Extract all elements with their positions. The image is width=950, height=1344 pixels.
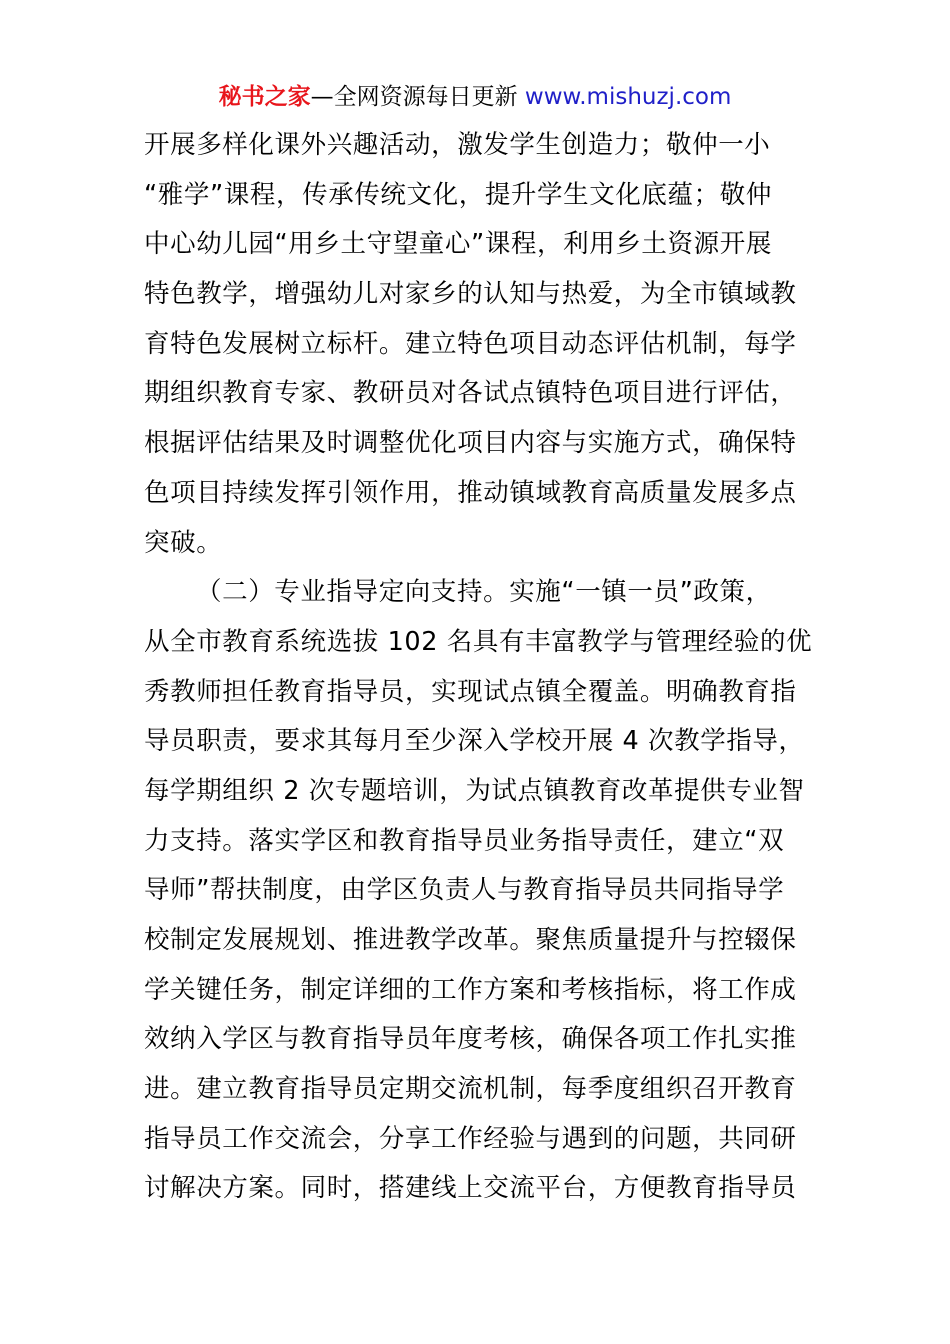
text-line: 根据评估结果及时调整优化项目内容与实施方式，确保特 [144, 428, 797, 459]
section-heading-line: （二）专业指导定向支持。实施“一镇一员”政策， [196, 577, 772, 608]
text-line: 导员职责，要求其每月至少深入学校开展 4 次教学指导， [144, 726, 805, 757]
text-line: 开展多样化课外兴趣活动，激发学生创造力；敬仲一小 [144, 130, 771, 160]
text-line: 进。建立教育指导员定期交流机制，每季度组织召开教育 [144, 1074, 797, 1105]
text-line: 育特色发展树立标杆。建立特色项目动态评估机制，每学 [144, 328, 797, 359]
text-line: 特色教学，增强幼儿对家乡的认知与热爱，为全市镇域教 [144, 279, 797, 310]
text-line: “雅学”课程，传承传统文化，提升学生文化底蕴；敬仲 [144, 179, 772, 210]
text-line: 色项目持续发挥引领作用，推动镇域教育高质量发展多点 [144, 477, 797, 508]
site-url-link[interactable]: www.mishuzj.com [524, 84, 732, 110]
text-line: 校制定发展规划、推进教学改革。聚焦质量提升与控辍保 [144, 925, 797, 955]
text-line: 导师”帮扶制度，由学区负责人与教育指导员共同指导学 [144, 875, 785, 906]
text-line: 秀教师担任教育指导员，实现试点镇全覆盖。明确教育指 [144, 676, 797, 707]
text-line: 每学期组织 2 次专题培训，为试点镇教育改革提供专业智 [144, 775, 805, 806]
text-line: 指导员工作交流会，分享工作经验与遇到的问题，共同研 [144, 1123, 797, 1154]
text-line: 突破。 [144, 527, 223, 558]
text-line: 讨解决方案。同时，搭建线上交流平台，方便教育指导员 [144, 1173, 797, 1204]
text-line: 效纳入学区与教育指导员年度考核，确保各项工作扎实推 [144, 1024, 797, 1055]
text-line: 中心幼儿园“用乡土守望童心”课程，利用乡土资源开展 [144, 229, 772, 260]
text-line: 学关键任务，制定详细的工作方案和考核指标，将工作成 [144, 974, 797, 1005]
header-tagline: —全网资源每日更新 [310, 84, 525, 110]
document-body [144, 121, 824, 1214]
text-line: 期组织教育专家、教研员对各试点镇特色项目进行评估， [144, 378, 797, 409]
text-line: 力支持。落实学区和教育指导员业务指导责任，建立“双 [144, 825, 785, 856]
brand-name: 秘书之家 [218, 84, 311, 110]
text-line: 从全市教育系统选拔 102 名具有丰富教学与管理经验的优 [144, 626, 813, 657]
site-header [0, 82, 950, 112]
